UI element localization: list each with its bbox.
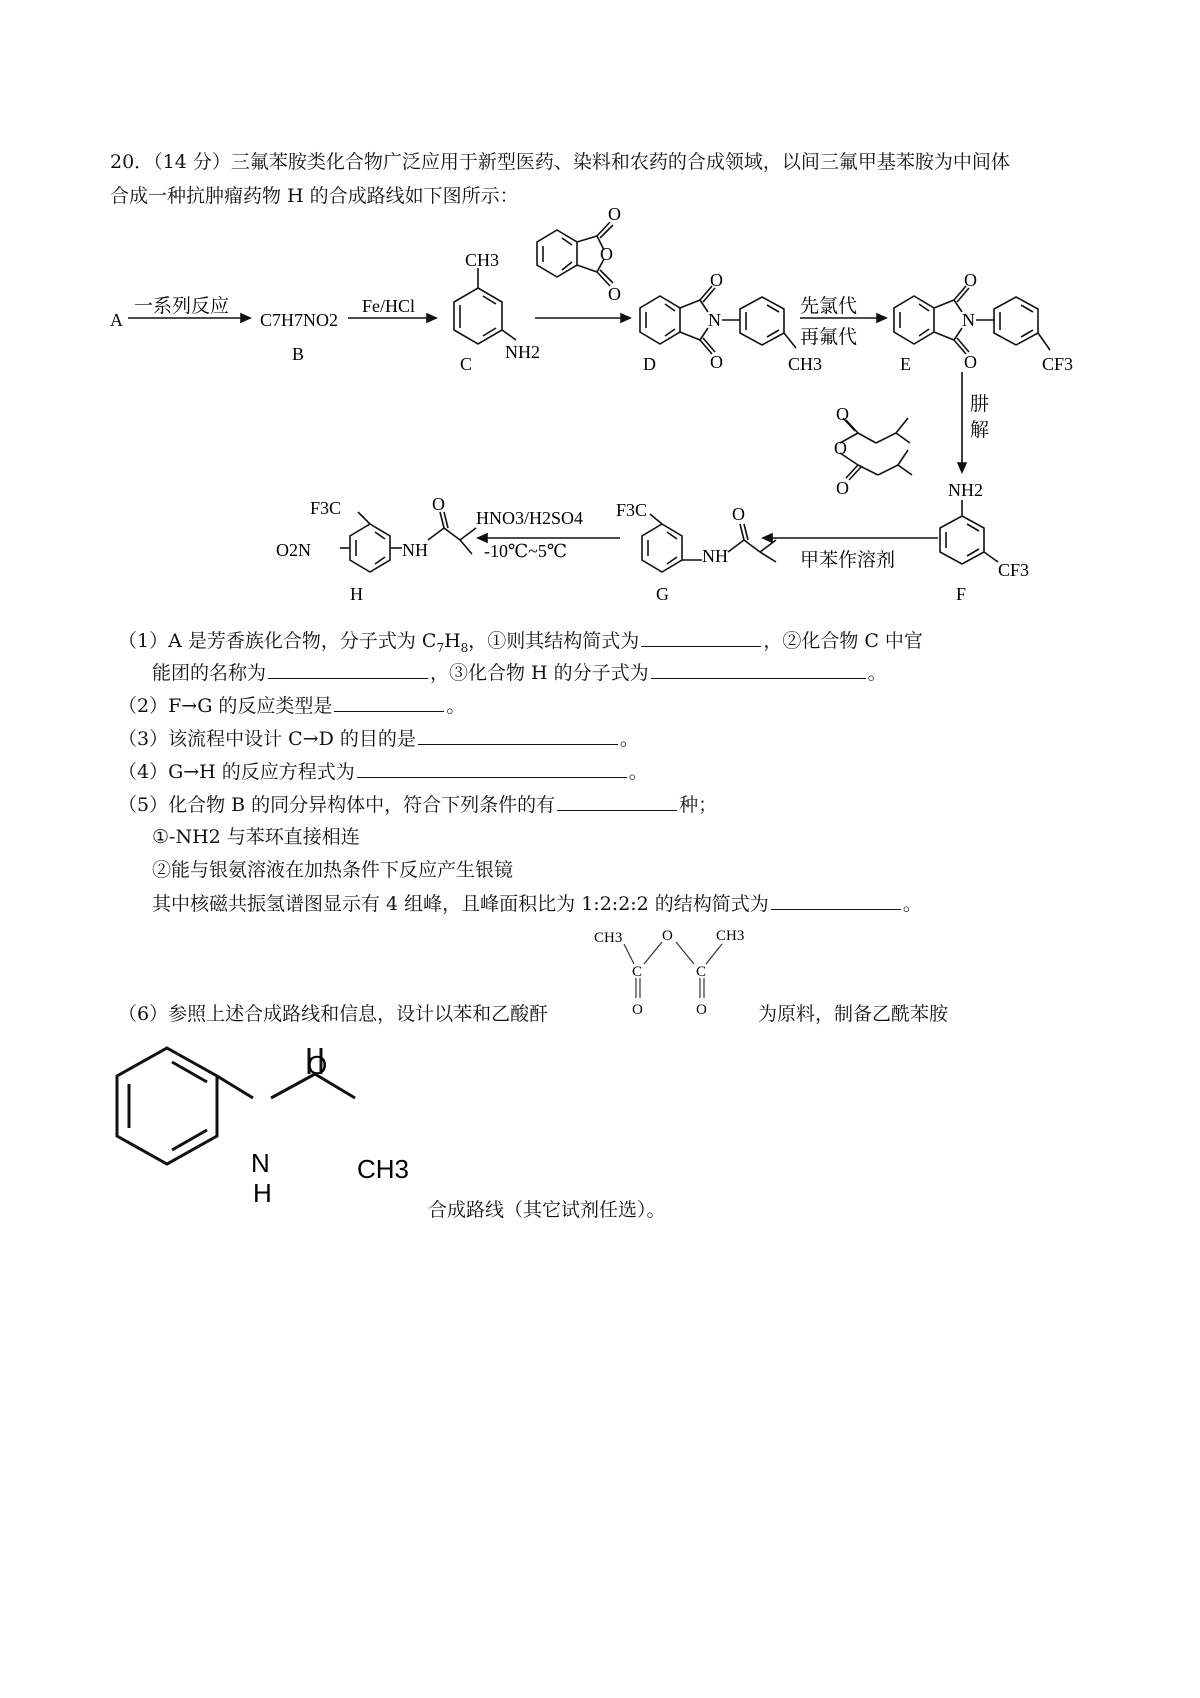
acetanilide-h: H bbox=[253, 1178, 272, 1208]
compound-d-o-top: O bbox=[710, 270, 723, 290]
anhydride-o-ring: O bbox=[600, 244, 613, 264]
compound-b-formula: C7H7NO2 bbox=[260, 310, 339, 330]
compound-e-o-bottom: O bbox=[964, 352, 977, 372]
q5-condition-2: ②能与银氨溶液在加热条件下反应产生银镜 bbox=[152, 859, 514, 881]
compound-d-ch3: CH3 bbox=[788, 354, 823, 374]
compound-g-label: G bbox=[656, 584, 669, 604]
compound-h-label: H bbox=[350, 584, 363, 604]
compound-d-n: N bbox=[708, 310, 721, 330]
q1-line2: 能团的名称为 ，③化合物 H 的分子式为 。 bbox=[152, 662, 887, 684]
q3-line: （3）该流程中设计 C→D 的目的是 。 bbox=[118, 728, 639, 750]
compound-a-label: A bbox=[110, 310, 123, 330]
acetanilide-o: O bbox=[307, 1050, 328, 1080]
compound-c-label: C bbox=[460, 354, 473, 374]
condition-e-to-f-1: 肼 bbox=[970, 394, 990, 415]
anhydride-c-left: C bbox=[632, 964, 643, 980]
anhydride-o-middle: O bbox=[662, 928, 673, 944]
acetanilide-n: N bbox=[251, 1148, 270, 1178]
q1-line1: （1）A 是芳香族化合物，分子式为 $C_7H_8$，①则其结构简式为 ，②化合物 C 中官 bbox=[118, 630, 923, 655]
anhydride-o-left: O bbox=[632, 1002, 643, 1018]
compound-b-label: B bbox=[292, 344, 305, 364]
compound-e-cf3: CF3 bbox=[1042, 354, 1074, 374]
acetanilide-structure bbox=[105, 1040, 425, 1230]
q6-line-c: 合成路线（其它试剂任选）。 bbox=[428, 1199, 666, 1221]
compound-g-o: O bbox=[732, 504, 745, 524]
condition-d-to-e-1: 先氯代 bbox=[800, 296, 858, 317]
compound-f-cf3: CF3 bbox=[998, 560, 1030, 580]
compound-d-label: D bbox=[643, 354, 656, 374]
anhydride-o-right: O bbox=[696, 1002, 707, 1018]
q6-line-b: 为原料，制备乙酰苯胺 bbox=[758, 1003, 949, 1025]
compound-g-nh: NH bbox=[702, 546, 728, 566]
q5-line: （5）化合物 B 的同分异构体中，符合下列条件的有 种； bbox=[118, 794, 718, 816]
condition-b-to-c: Fe/HCl bbox=[362, 296, 416, 316]
compound-h-o: O bbox=[432, 494, 445, 514]
q4-answer-blank[interactable] bbox=[357, 759, 627, 778]
anhydride-c-right: C bbox=[696, 964, 707, 980]
anhydride2-o-top: O bbox=[836, 404, 849, 424]
question-intro-line1: 20．（14 分）三氟苯胺类化合物广泛应用于新型医药、染料和农药的合成领域，以间三氟甲基苯胺为中间体 bbox=[110, 151, 1010, 173]
q4-line: （4）G→H 的反应方程式为 。 bbox=[118, 761, 648, 783]
q1-answer-blank-1[interactable] bbox=[641, 628, 761, 647]
compound-f-nh2: NH2 bbox=[948, 480, 983, 500]
anhydride-o-top: O bbox=[608, 204, 621, 224]
condition-f-to-g: 甲苯作溶剂 bbox=[800, 550, 896, 571]
q3-answer-blank[interactable] bbox=[418, 726, 618, 745]
condition-g-to-h-2: -10℃~5℃ bbox=[484, 541, 568, 561]
acetanilide-ch3: CH3 bbox=[357, 1154, 410, 1184]
anhydride2-o-mid: O bbox=[834, 438, 847, 458]
condition-e-to-f-2: 解 bbox=[970, 420, 990, 441]
q5-condition-1: ①-NH2 与苯环直接相连 bbox=[152, 826, 360, 848]
compound-e-o-top: O bbox=[964, 270, 977, 290]
anhydride-ch3-right: CH3 bbox=[716, 928, 745, 944]
q5-answer-blank-2[interactable] bbox=[771, 891, 901, 910]
compound-h-f3c: F3C bbox=[310, 498, 342, 518]
anhydride-ch3-left: CH3 bbox=[594, 930, 623, 946]
compound-g-f3c: F3C bbox=[616, 500, 648, 520]
compound-c-nh2: NH2 bbox=[505, 342, 540, 362]
compound-h-nh: NH bbox=[402, 540, 428, 560]
compound-h-o2n: O2N bbox=[276, 540, 311, 560]
q2-answer-blank[interactable] bbox=[334, 693, 444, 712]
question-intro-line2: 合成一种抗肿瘤药物 H 的合成路线如下图所示： bbox=[110, 185, 519, 207]
q5-answer-blank-1[interactable] bbox=[557, 792, 677, 811]
compound-d-o-bottom: O bbox=[710, 352, 723, 372]
q1-answer-blank-2[interactable] bbox=[268, 660, 428, 679]
compound-f-label: F bbox=[956, 584, 967, 604]
anhydride2-o-bottom: O bbox=[836, 478, 849, 498]
acetic-anhydride-structure bbox=[590, 920, 760, 1020]
compound-c-ch3: CH3 bbox=[465, 250, 500, 270]
condition-d-to-e-2: 再氟代 bbox=[800, 327, 858, 348]
condition-a-to-b: 一系列反应 bbox=[134, 296, 230, 317]
condition-g-to-h-1: HNO3/H2SO4 bbox=[476, 508, 584, 528]
anhydride-o-bottom: O bbox=[608, 284, 621, 304]
q5-nmr-line: 其中核磁共振氢谱图显示有 4 组峰，且峰面积比为 1:2:2:2 的结构简式为 。 bbox=[152, 893, 922, 915]
compound-e-label: E bbox=[900, 354, 911, 374]
q1-answer-blank-3[interactable] bbox=[651, 660, 866, 679]
compound-e-n: N bbox=[962, 310, 975, 330]
q6-line-a: （6）参照上述合成路线和信息，设计以苯和乙酸酐 bbox=[118, 1003, 549, 1025]
q2-line: （2）F→G 的反应类型是 。 bbox=[118, 695, 466, 717]
